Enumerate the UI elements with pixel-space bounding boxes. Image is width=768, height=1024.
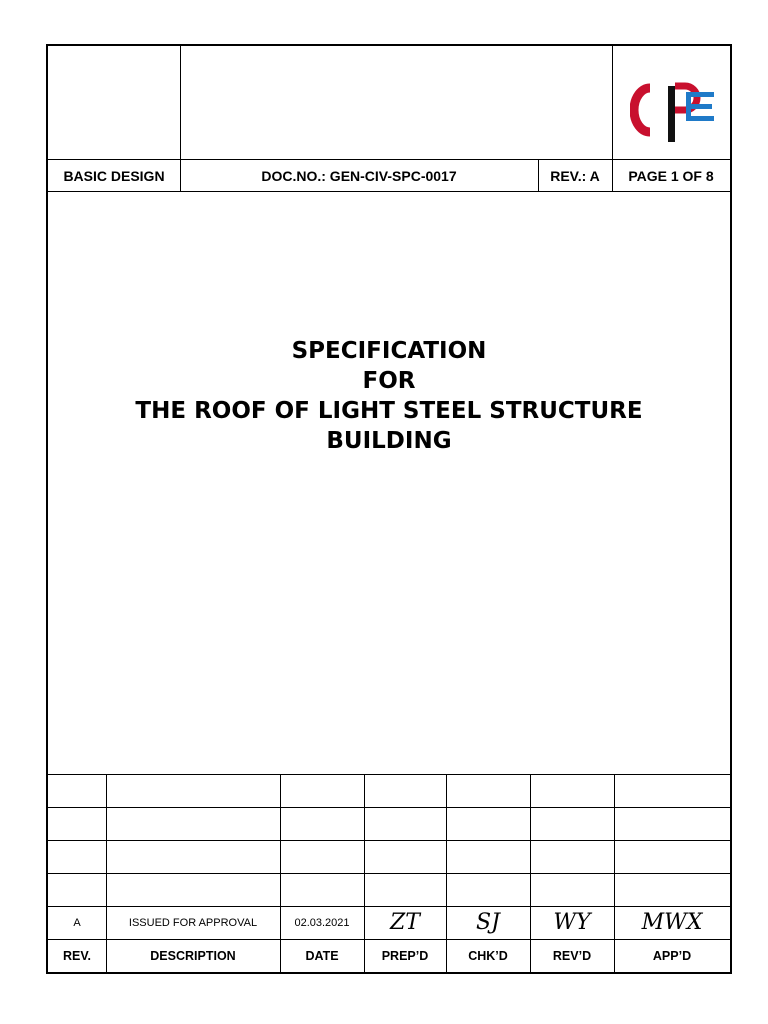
header-prepd-text: PREP’D <box>381 948 429 963</box>
document-frame <box>46 44 732 974</box>
page-number <box>612 161 730 191</box>
prepared-signature <box>364 906 446 939</box>
approved-signature-text: MWX <box>641 910 703 935</box>
header-appd <box>614 939 730 972</box>
reviewed-signature-text: WY <box>553 910 591 935</box>
checked-signature-text: SJ <box>476 910 500 935</box>
header-chkd <box>446 939 530 972</box>
revision-text: REV.: A <box>550 168 600 184</box>
header-description <box>106 939 280 972</box>
table-rule-2 <box>48 807 730 808</box>
rev-a-date <box>280 906 364 939</box>
header-rev <box>48 939 106 972</box>
header-rev-text: REV. <box>62 948 92 963</box>
header-appd-text: APP’D <box>652 948 692 963</box>
header-revd <box>530 939 614 972</box>
checked-signature <box>446 906 530 939</box>
doc-number-text: DOC.NO.: GEN-CIV-SPC-0017 <box>261 168 457 184</box>
header-description-text: DESCRIPTION <box>150 948 236 963</box>
doc-number <box>180 161 538 191</box>
approved-signature <box>614 906 730 939</box>
header-chkd-text: CHK’D <box>468 948 508 963</box>
header-rule-1 <box>48 159 730 160</box>
rev-a-cell <box>48 906 106 939</box>
table-rule-top <box>48 774 730 775</box>
revision-label <box>538 161 612 191</box>
rev-a-description-text: ISSUED FOR APPROVAL <box>128 916 258 929</box>
reviewed-signature <box>530 906 614 939</box>
basic-design-text: BASIC DESIGN <box>63 168 165 184</box>
rev-a-date-text: 02.03.2021 <box>294 916 350 929</box>
document-title <box>48 336 730 456</box>
title-line-4: BUILDING <box>326 428 452 454</box>
title-line-1: SPECIFICATION <box>291 338 487 364</box>
rev-a-description <box>106 906 280 939</box>
header-rule-2 <box>48 191 730 192</box>
table-rule-4 <box>48 873 730 874</box>
prepared-signature-text: ZT <box>390 910 420 935</box>
header-date <box>280 939 364 972</box>
title-line-2: FOR <box>362 368 416 394</box>
header-prepd <box>364 939 446 972</box>
title-line-3: THE ROOF OF LIGHT STEEL STRUCTURE <box>135 398 643 424</box>
basic-design-label <box>48 161 180 191</box>
header-date-text: DATE <box>305 948 339 963</box>
company-logo <box>630 74 720 144</box>
table-rule-3 <box>48 840 730 841</box>
rev-a-value: A <box>73 916 81 929</box>
header-revd-text: REV’D <box>552 948 592 963</box>
page-number-text: PAGE 1 OF 8 <box>628 168 714 184</box>
